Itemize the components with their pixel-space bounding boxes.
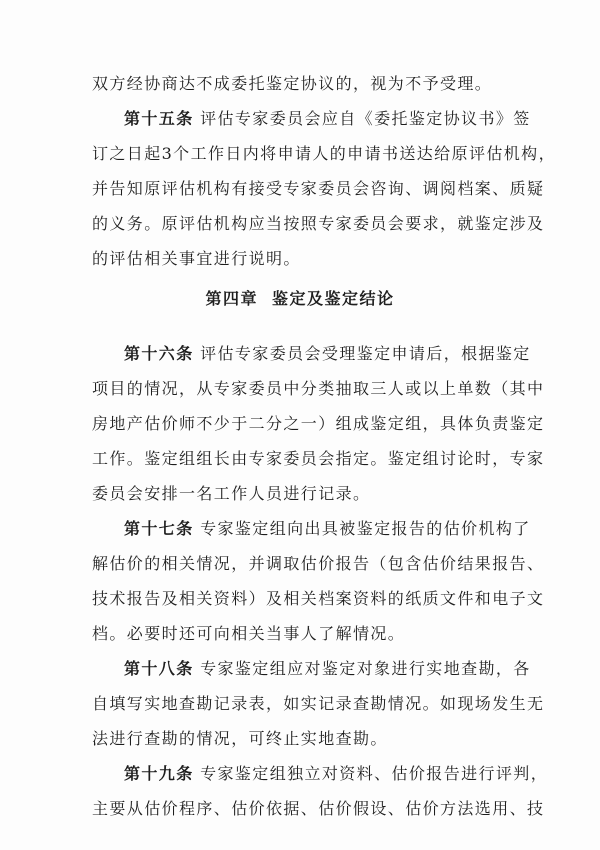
article-19-label: 第十九条 <box>124 764 194 783</box>
article-18-line3: 法进行查勘的情况，可终止实地查勘。 <box>92 729 388 748</box>
p0-line1: 双方经协商达不成委托鉴定协议的，视为不予受理。 <box>92 74 493 93</box>
article-16-line1 <box>92 336 531 371</box>
article-15-line3: 并告知原评估机构有接受专家委员会咨询、调阅档案、质疑 <box>92 179 545 198</box>
article-17-line1 <box>92 511 531 546</box>
article-16-line4: 工作。鉴定组组长由专家委员会指定。鉴定组讨论时，专家 <box>92 449 545 468</box>
article-16-line3: 房地产估价师不少于二分之一）组成鉴定组，具体负责鉴定 <box>92 414 545 433</box>
article-16-line5: 委员会安排一名工作人员进行记录。 <box>92 484 371 503</box>
article-19-line1 <box>92 756 549 791</box>
chapter-number: 第四章 <box>205 289 258 308</box>
article-18-line2: 自填写实地查勘记录表，如实记录查勘情况。如现场发生无 <box>92 694 545 713</box>
text-block-bottom <box>92 336 549 826</box>
chapter-title: 鉴定及鉴定结论 <box>272 289 395 308</box>
article-15-line5: 的评估相关事宜进行说明。 <box>92 249 301 268</box>
text-block-top <box>92 66 556 276</box>
article-18-line1 <box>92 651 531 686</box>
article-16-line2: 项目的情况，从专家委员中分类抽取三人或以上单数（其中 <box>92 379 545 398</box>
article-17-line1-text: 专家鉴定组向出具被鉴定报告的估价机构了 <box>200 519 531 538</box>
chapter-heading <box>0 286 600 309</box>
article-15-line1 <box>92 101 531 136</box>
article-15-line1-text: 评估专家委员会应自《委托鉴定协议书》签 <box>200 109 531 128</box>
article-15-line2: 订之日起3个工作日内将申请人的申请书送达给原评估机构， <box>92 144 556 163</box>
article-16-line1-text: 评估专家委员会受理鉴定申请后，根据鉴定 <box>200 344 531 363</box>
article-17-line3: 技术报告及相关资料）及相关档案资料的纸质文件和电子文 <box>92 589 545 608</box>
article-19-line1-text: 专家鉴定组独立对资料、估价报告进行评判， <box>200 764 549 783</box>
article-17-label: 第十七条 <box>124 519 194 538</box>
article-17-line4: 档。必要时还可向相关当事人了解情况。 <box>92 624 406 643</box>
article-18-line1-text: 专家鉴定组应对鉴定对象进行实地查勘，各 <box>200 659 531 678</box>
article-15-line4: 的义务。原评估机构应当按照专家委员会要求，就鉴定涉及 <box>92 214 545 233</box>
article-16-label: 第十六条 <box>124 344 194 363</box>
article-17-line2: 解估价的相关情况，并调取估价报告（包含估价结果报告、 <box>92 554 545 573</box>
article-15-label: 第十五条 <box>124 109 194 128</box>
article-19-line2: 主要从估价程序、估价依据、估价假设、估价方法选用、技 <box>92 799 545 818</box>
article-18-label: 第十八条 <box>124 659 194 678</box>
